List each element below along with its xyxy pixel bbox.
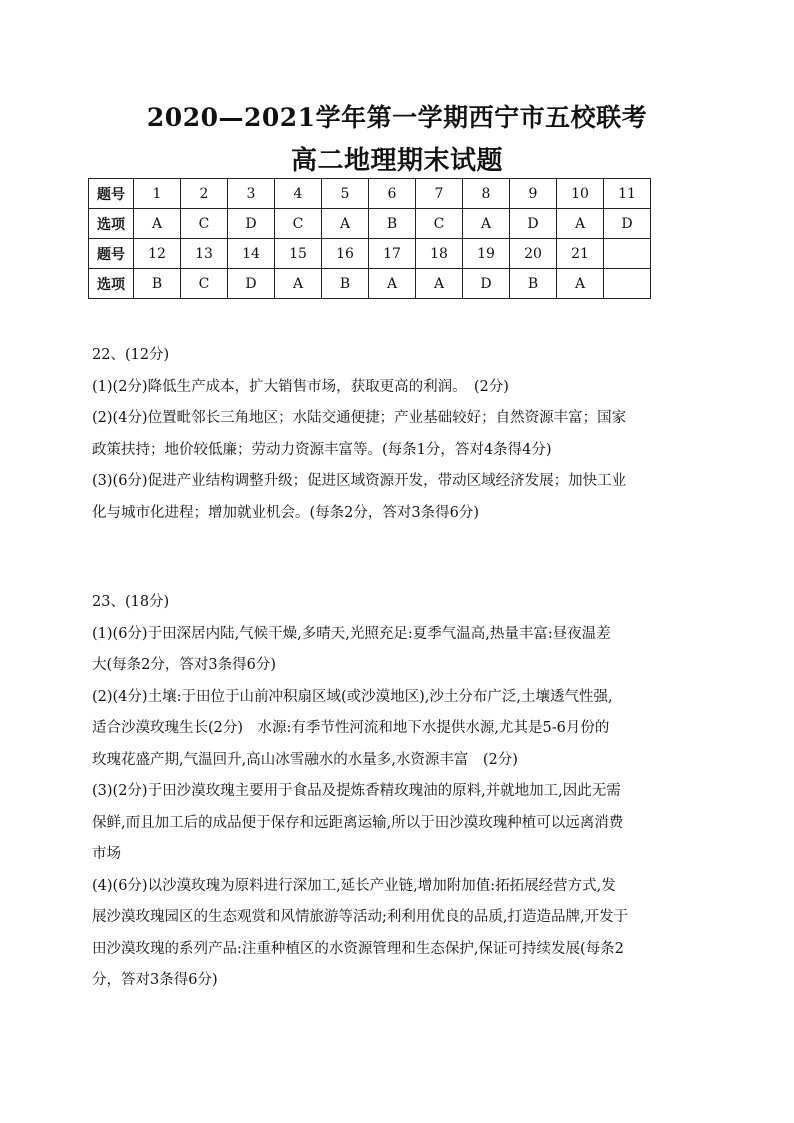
table-cell: 12 (134, 239, 181, 269)
table-cell: 9 (510, 179, 557, 209)
question-23-line: 玫瑰花盛产期,气温回升,高山冰雪融水的水量多,水资源丰富 (2分) (92, 751, 518, 768)
question-23-line: (1)(6分)于田深居内陆,气候干燥,多晴天,光照充足:夏季气温高,热量丰富:昼夜温差 (92, 625, 611, 642)
table-cell: A (416, 269, 463, 299)
table-cell: A (322, 209, 369, 239)
question-23-line: 适合沙漠玫瑰生长(2分) 水源:有季节性河流和地下水提供水源,尤其是5-6月份的 (92, 720, 610, 736)
row-header-cell: 题号 (89, 179, 134, 209)
table-cell: A (369, 269, 416, 299)
table-cell: B (369, 209, 416, 239)
table-cell: 18 (416, 239, 463, 269)
table-row (89, 269, 651, 299)
row-header-cell: 选项 (89, 269, 134, 299)
question-23-line: 田沙漠玫瑰的系列产品:注重种植区的水资源管理和生态保护,保证可持续发展(每条2 (92, 940, 624, 957)
table-cell: C (181, 269, 228, 299)
question-23-heading: 23、(18分) (92, 594, 170, 610)
table-cell: 11 (604, 179, 651, 209)
table-cell: 21 (557, 239, 604, 269)
table-cell: 13 (181, 239, 228, 269)
table-cell: 6 (369, 179, 416, 209)
table-cell: A (557, 269, 604, 299)
page-subtitle: 高二地理期末试题 (290, 146, 503, 176)
table-row (89, 179, 651, 209)
table-cell: D (510, 209, 557, 239)
table-cell: D (604, 209, 651, 239)
table-cell: D (228, 269, 275, 299)
table-cell: A (275, 269, 322, 299)
question-22-line: (1)(2分)降低生产成本，扩大销售市场，获取更高的利润。 (2分) (92, 378, 509, 395)
question-23-line: 市场 (92, 846, 121, 862)
table-cell: 20 (510, 239, 557, 269)
question-23-line: 保鲜,而且加工后的成品便于保存和远距离运输,所以于田沙漠玫瑰种植可以远离消费 (92, 814, 624, 831)
table-cell: 8 (463, 179, 510, 209)
table-cell: 16 (322, 239, 369, 269)
table-cell: A (557, 209, 604, 239)
question-22-line: (3)(6分)促进产业结构调整升级；促进区域资源开发，带动区域经济发展；加快工业 (92, 473, 627, 489)
table-cell (604, 269, 651, 299)
table-cell: C (181, 209, 228, 239)
row-header-cell: 题号 (89, 239, 134, 269)
table-cell: B (134, 269, 181, 299)
table-cell: D (463, 269, 510, 299)
table-cell: 17 (369, 239, 416, 269)
table-cell: 2 (181, 179, 228, 209)
table-cell: D (228, 209, 275, 239)
table-cell: 3 (228, 179, 275, 209)
table-row (89, 239, 651, 269)
question-22-line: (2)(4分)位置毗邻长三角地区；水陆交通便捷；产业基础较好；自然资源丰富；国家 (92, 410, 627, 426)
table-cell: 15 (275, 239, 322, 269)
question-23-line: 展沙漠玫瑰园区的生态观赏和风情旅游等活动;利利用优良的品质,打造造品牌,开发于 (92, 909, 629, 925)
table-cell: B (322, 269, 369, 299)
row-header-cell: 选项 (89, 209, 134, 239)
question-22-line: 化与城市化进程；增加就业机会。(每条2分，答对3条得6分) (92, 504, 479, 521)
question-23-line: (2)(4分)土壤:于田位于山前冲积扇区域(或沙漠地区),沙土分布广泛,土壤透气性强, (92, 688, 613, 705)
question-22-line: 政策扶持；地价较低廉；劳动力资源丰富等。(每条1分，答对4条得4分) (92, 441, 552, 458)
table-cell: C (275, 209, 322, 239)
table-cell: 4 (275, 179, 322, 209)
table-cell: 1 (134, 179, 181, 209)
question-22-block (92, 340, 714, 529)
table-cell: A (134, 209, 181, 239)
table-cell: 10 (557, 179, 604, 209)
question-23-line: 大(每条2分，答对3条得6分) (92, 657, 276, 673)
page-title: 2020—2021学年第一学期西宁市五校联考 (146, 103, 648, 132)
question-23-line: (3)(2分)于田沙漠玫瑰主要用于食品及提炼香精玫瑰油的原料,并就地加工,因此无需 (92, 783, 621, 799)
table-cell: 19 (463, 239, 510, 269)
table-cell: 7 (416, 179, 463, 209)
table-cell: C (416, 209, 463, 239)
question-23-block (92, 587, 714, 997)
question-23-line: 分，答对3条得6分) (92, 972, 218, 988)
table-cell: 5 (322, 179, 369, 209)
question-23-line: (4)(6分)以沙漠玫瑰为原料进行深加工,延长产业链,增加附加值:拓拓展经营方式,发 (92, 877, 616, 894)
question-22-heading: 22、(12分) (92, 347, 170, 363)
table-cell (604, 239, 651, 269)
answer-table (88, 178, 651, 299)
table-cell: A (463, 209, 510, 239)
table-cell: B (510, 269, 557, 299)
table-row (89, 209, 651, 239)
table-cell: 14 (228, 239, 275, 269)
